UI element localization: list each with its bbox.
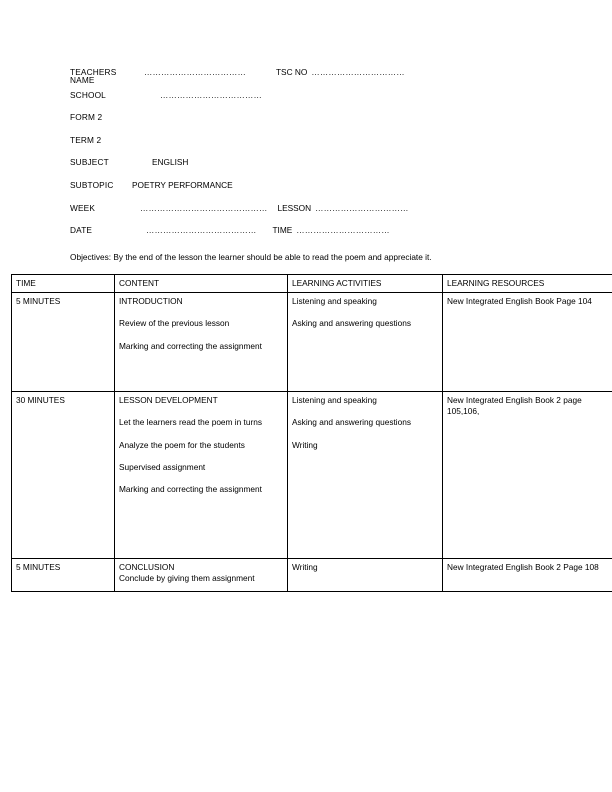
table-header-row — [12, 275, 612, 293]
objectives-text: Objectives: By the end of the lesson the learner should be able to read the poem and appreciate it. — [70, 252, 432, 262]
tsc-no-dotted-line: …………………………… — [311, 67, 405, 77]
cell-time: 5 MINUTES — [12, 559, 115, 592]
header-row-school — [70, 91, 540, 114]
header-row-teachers-name — [70, 68, 540, 91]
content-line: Let the learners read the poem in turns — [119, 417, 262, 428]
school-label: SCHOOL — [70, 89, 106, 100]
activity-line: Writing — [292, 439, 318, 450]
date-dotted-line: ………………………………… — [146, 225, 257, 236]
time-label: TIME — [272, 225, 293, 236]
activity-line: Asking and answering questions — [292, 417, 411, 428]
tsc-no-label: TSC NO — [275, 67, 308, 77]
column-header-learning-resources: LEARNING RESOURCES — [443, 275, 612, 293]
subject-value: ENGLISH — [152, 157, 189, 168]
table-row — [12, 293, 612, 392]
cell-content — [115, 392, 288, 559]
lesson-plan-header — [70, 68, 540, 249]
lesson-plan-table — [11, 274, 612, 592]
content-line: Analyze the poem for the students — [119, 439, 245, 450]
cell-time: 30 MINUTES — [12, 392, 115, 559]
content-line: Supervised assignment — [119, 461, 206, 472]
header-row-term — [70, 136, 540, 159]
activity-line: Listening and speaking — [292, 395, 377, 406]
cell-learning-activities — [288, 293, 443, 392]
cell-time: 5 MINUTES — [12, 293, 115, 392]
school-dotted-line: ……………………………… — [160, 89, 262, 100]
resource-line: New Integrated English Book Page 104 — [447, 296, 592, 307]
resource-line: New Integrated English Book 2 Page 108 — [447, 562, 599, 573]
cell-learning-resources — [443, 293, 612, 392]
term-label: TERM 2 — [70, 134, 102, 145]
content-line: Conclude by giving them assignment — [119, 573, 255, 584]
header-row-week — [70, 204, 540, 227]
subject-label: SUBJECT — [70, 157, 109, 168]
content-line: Marking and correcting the assignment — [119, 483, 262, 494]
cell-learning-resources — [443, 559, 612, 592]
cell-learning-resources — [443, 392, 612, 559]
week-dotted-line: ……………………………………… — [140, 202, 268, 213]
lesson-label: LESSON — [277, 202, 312, 213]
content-line: INTRODUCTION — [119, 296, 183, 307]
cell-content — [115, 293, 288, 392]
content-line: Review of the previous lesson — [119, 318, 230, 329]
header-row-form — [70, 113, 540, 136]
column-header-time: TIME — [12, 275, 115, 293]
content-line: CONCLUSION — [119, 562, 175, 573]
column-header-learning-activities: LEARNING ACTIVITIES — [288, 275, 443, 293]
cell-learning-activities — [288, 392, 443, 559]
week-label: WEEK — [70, 202, 96, 213]
date-label: DATE — [70, 225, 93, 236]
activity-line: Asking and answering questions — [292, 318, 411, 329]
header-row-subtopic — [70, 181, 540, 204]
subtopic-label: SUBTOPIC — [70, 179, 114, 190]
teachers-name-label: TEACHERS NAME — [70, 67, 117, 86]
content-line: Marking and correcting the assignment — [119, 340, 262, 351]
content-line: LESSON DEVELOPMENT — [119, 395, 218, 406]
table-row — [12, 392, 612, 559]
header-row-subject — [70, 158, 540, 181]
time-dotted-line: …………………………… — [296, 225, 390, 236]
header-row-date — [70, 226, 540, 249]
cell-learning-activities — [288, 559, 443, 592]
form-label: FORM 2 — [70, 112, 103, 123]
teachers-name-dotted-line: ……………………………… — [144, 67, 246, 77]
table-row — [12, 559, 612, 592]
activity-line: Listening and speaking — [292, 296, 377, 307]
activity-line: Writing — [292, 562, 318, 573]
cell-content — [115, 559, 288, 592]
subtopic-value: POETRY PERFORMANCE — [132, 179, 233, 190]
column-header-content: CONTENT — [115, 275, 288, 293]
resource-line: New Integrated English Book 2 page 105,106, — [447, 395, 582, 417]
lesson-dotted-line: …………………………… — [315, 202, 409, 213]
